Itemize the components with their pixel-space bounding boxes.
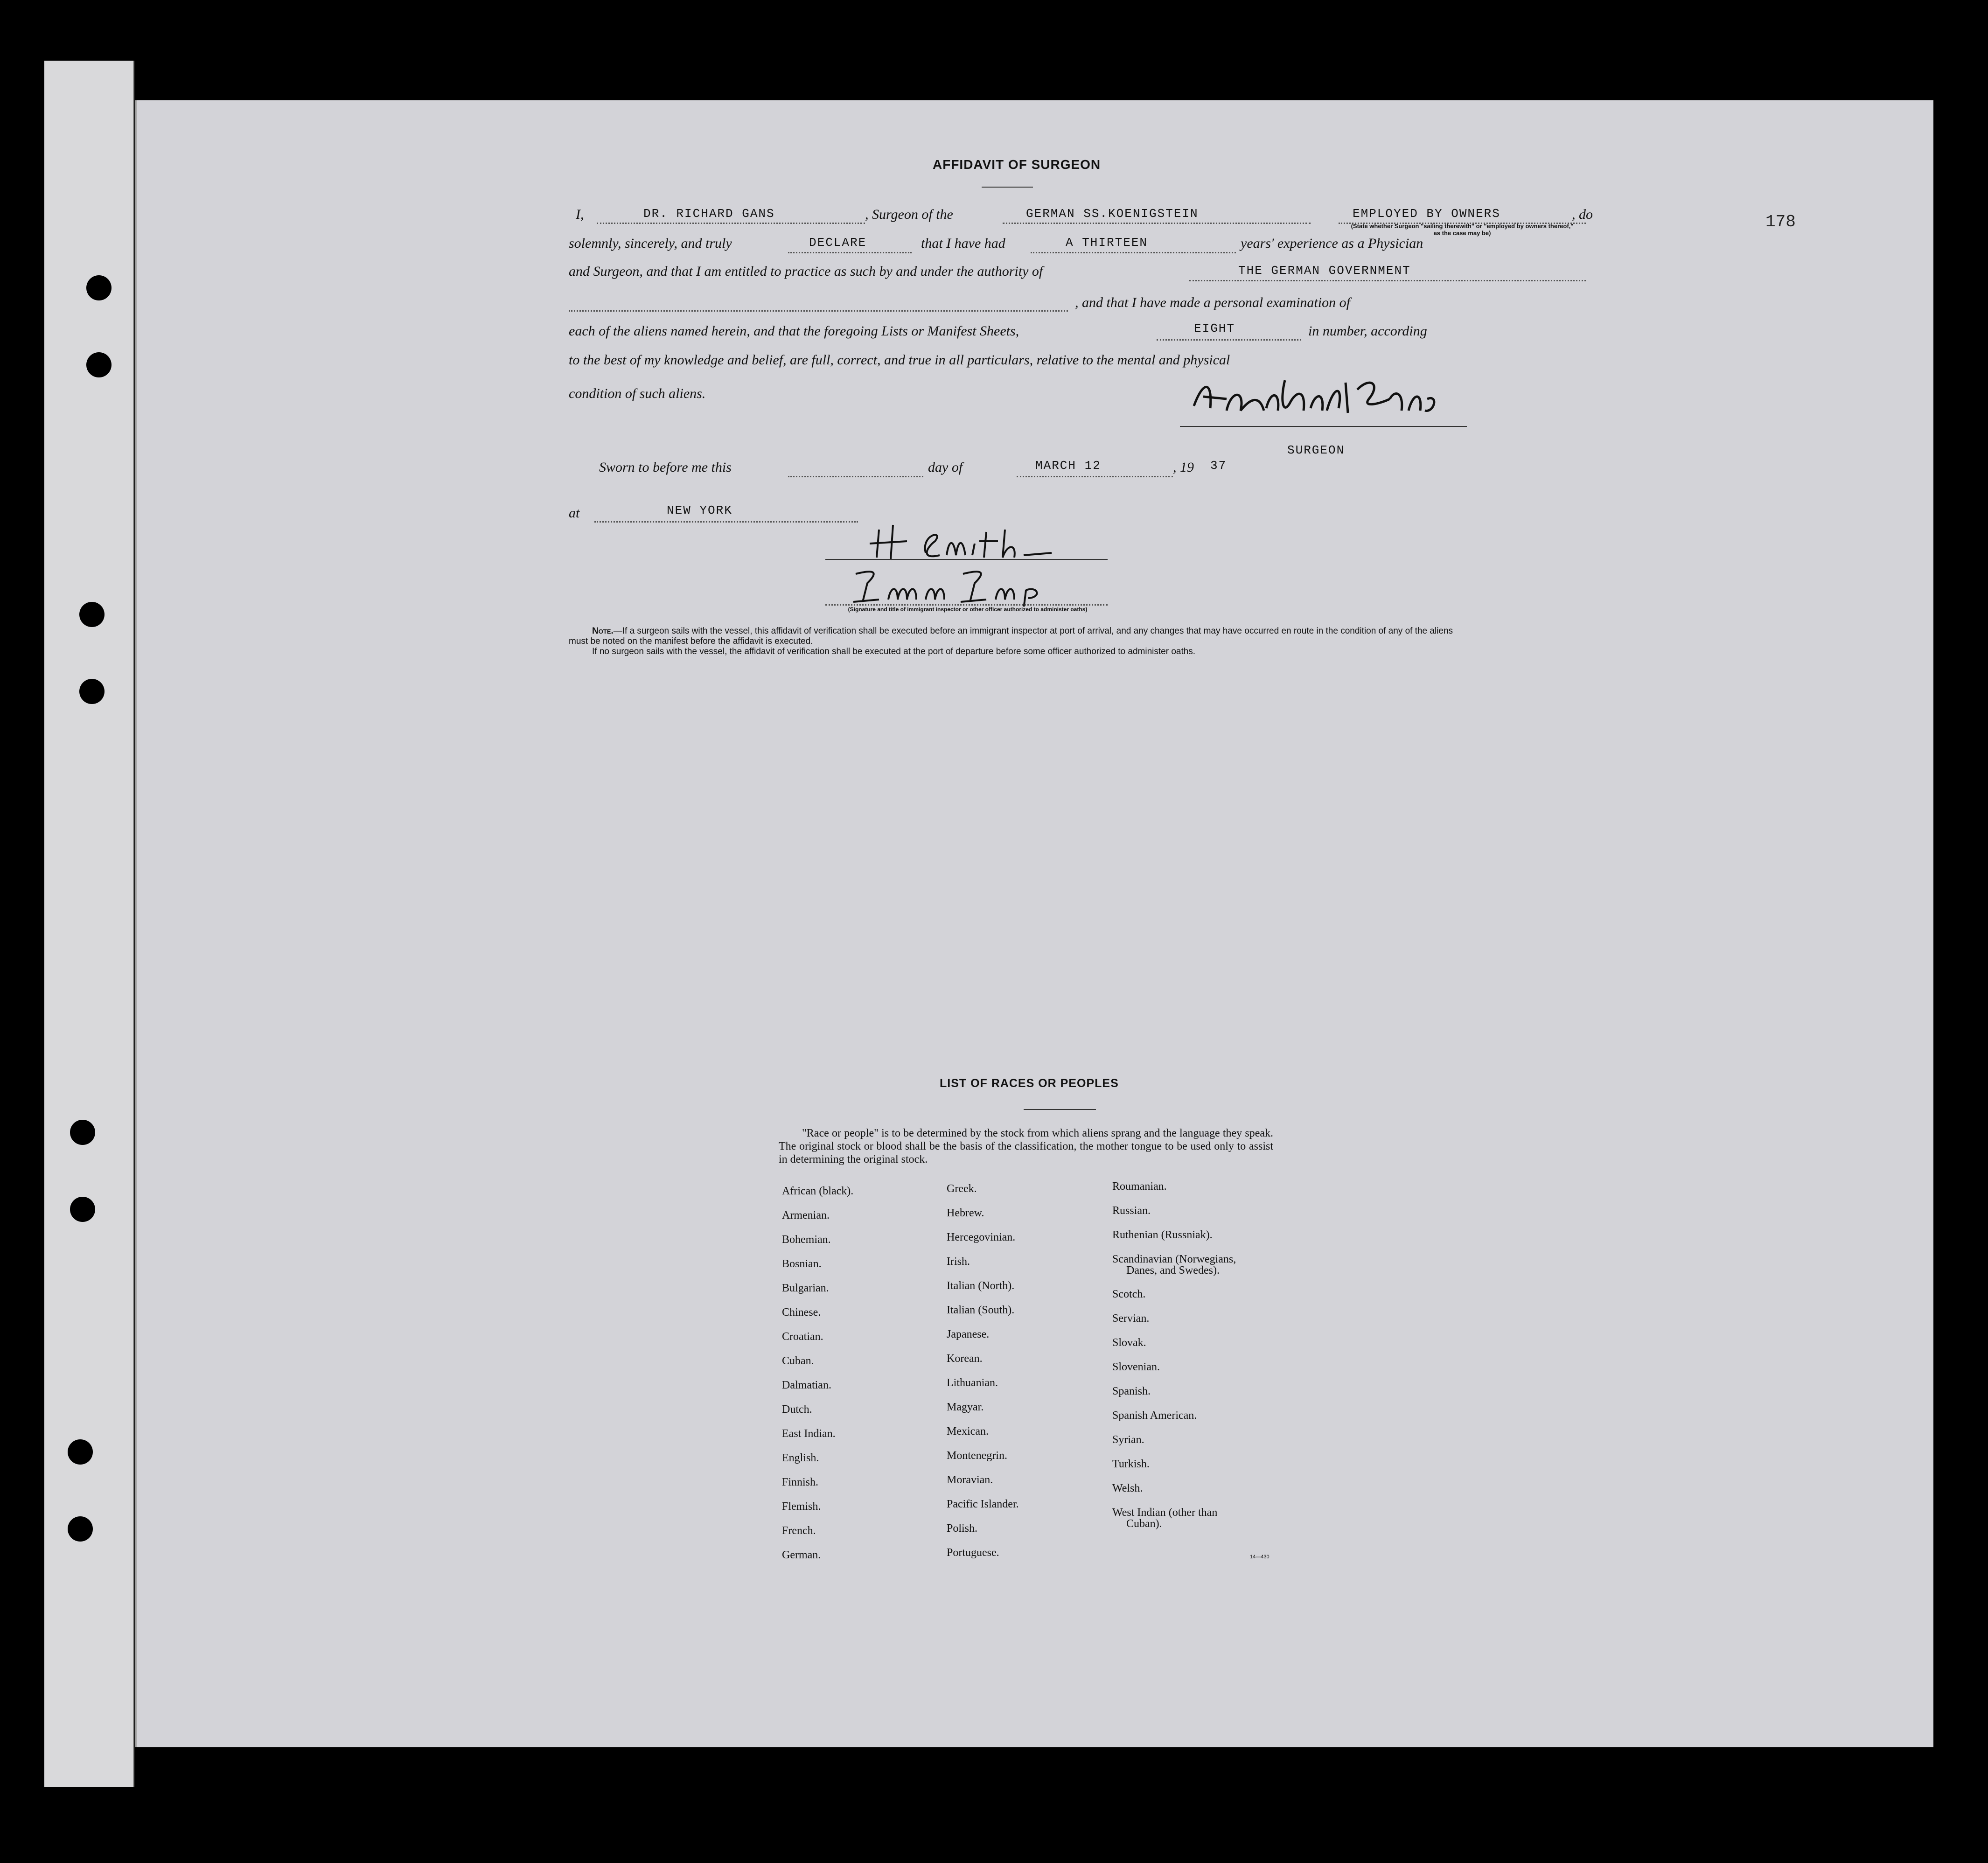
race-item: German. xyxy=(782,1549,821,1561)
document-sheet xyxy=(135,100,1933,1747)
years-field: A THIRTEEN xyxy=(1066,236,1148,250)
text-day-of: day of xyxy=(928,460,963,475)
authority-line-2 xyxy=(569,310,1068,312)
race-item: Hebrew. xyxy=(947,1207,984,1219)
punch-hole xyxy=(68,1516,93,1542)
sheets-line xyxy=(1157,339,1301,341)
inspector-signature xyxy=(865,520,1070,562)
race-item: Welsh. xyxy=(1112,1482,1143,1494)
inspector-caption: (Signature and title of immigrant inspector or other officer authorized to administer oaths) xyxy=(848,606,1088,613)
race-item: Servian. xyxy=(1112,1312,1150,1325)
text-i: I, xyxy=(576,207,584,222)
race-item: East Indian. xyxy=(782,1428,836,1440)
note-text-2: If no surgeon sails with the vessel, the affidavit of verification shall be executed at the port of departure before some officer authorized to administer oaths. xyxy=(592,647,1196,656)
race-item: Chinese. xyxy=(782,1306,821,1319)
race-item: Moravian. xyxy=(947,1474,993,1486)
punch-hole xyxy=(70,1197,95,1222)
surgeon-label: SURGEON xyxy=(1287,443,1345,457)
sworn-place-field: NEW YORK xyxy=(667,503,732,517)
punch-hole xyxy=(70,1120,95,1145)
race-item: West Indian (other than xyxy=(1112,1507,1218,1519)
race-item: Montenegrin. xyxy=(947,1450,1007,1462)
surgeon-signature xyxy=(1185,371,1446,427)
inspector-title-line xyxy=(825,604,1108,606)
race-item: Roumanian. xyxy=(1112,1180,1167,1193)
text-condition: condition of such aliens. xyxy=(569,386,706,401)
punch-hole xyxy=(79,602,105,627)
binder-strip xyxy=(44,61,134,1787)
race-item: Japanese. xyxy=(947,1328,990,1340)
surgeon-signature-line xyxy=(1180,426,1467,427)
race-item: Croatian. xyxy=(782,1331,823,1343)
race-item: Cuban). xyxy=(1126,1518,1162,1530)
employment-note: (State whether Surgeon "sailing therewith" or "employed by owners thereof," as the case may be) xyxy=(1351,223,1574,237)
race-item: Portuguese. xyxy=(947,1547,999,1559)
race-item: Pacific Islander. xyxy=(947,1498,1019,1510)
punch-hole xyxy=(68,1439,93,1465)
sworn-date-field: MARCH 12 xyxy=(1035,459,1101,473)
race-item: Polish. xyxy=(947,1522,978,1535)
race-item: Lithuanian. xyxy=(947,1377,998,1389)
race-item: Danes, and Swedes). xyxy=(1126,1264,1220,1277)
vessel-field: GERMAN SS.KOENIGSTEIN xyxy=(1026,207,1199,221)
text-sworn: Sworn to before me this xyxy=(599,460,732,475)
race-item: Bosnian. xyxy=(782,1258,822,1270)
declare-line xyxy=(788,252,912,253)
declare-field: DECLARE xyxy=(809,236,867,250)
races-title: LIST OF RACES OR PEOPLES xyxy=(940,1077,1119,1090)
race-item: Ruthenian (Russniak). xyxy=(1112,1229,1213,1241)
race-item: Turkish. xyxy=(1112,1458,1150,1470)
race-item: Dutch. xyxy=(782,1403,812,1416)
surgeon-name-line xyxy=(597,223,865,224)
text-year-prefix: , 19 xyxy=(1173,460,1194,475)
race-item: Flemish. xyxy=(782,1500,821,1513)
races-title-underline xyxy=(1024,1109,1096,1110)
text-solemnly: solemnly, sincerely, and truly xyxy=(569,236,732,251)
affidavit-title: AFFIDAVIT OF SURGEON xyxy=(933,157,1101,172)
punch-hole xyxy=(79,679,105,704)
race-item: Mexican. xyxy=(947,1425,989,1437)
race-item: Russian. xyxy=(1112,1205,1151,1217)
page-number: 178 xyxy=(1765,212,1796,231)
race-item: Cuban. xyxy=(782,1355,814,1367)
sworn-year-field: 37 xyxy=(1210,459,1227,473)
text-that-had: that I have had xyxy=(921,236,1005,251)
race-item: Slovenian. xyxy=(1112,1361,1160,1373)
race-item: French. xyxy=(782,1525,816,1537)
race-item: Korean. xyxy=(947,1353,983,1365)
race-item: Magyar. xyxy=(947,1401,984,1413)
text-and-surgeon: and Surgeon, and that I am entitled to practice as such by and under the authority of xyxy=(569,264,1043,279)
inspector-signature-line xyxy=(825,559,1108,560)
form-number: 14—430 xyxy=(1250,1554,1270,1560)
punch-hole xyxy=(86,275,112,300)
text-each-alien: each of the aliens named herein, and that the foregoing Lists or Manifest Sheets, xyxy=(569,323,1019,339)
authority-field: THE GERMAN GOVERNMENT xyxy=(1238,264,1411,278)
race-item: Greek. xyxy=(947,1183,977,1195)
races-intro: "Race or people" is to be determined by the stock from which aliens sprang and the language they speak. The original stock or blood shall be the basis of the classification, the mother tongue to be used only to assist in determining the original stock. xyxy=(779,1127,1273,1165)
text-do: , do xyxy=(1572,207,1593,222)
punch-hole xyxy=(86,352,112,377)
years-line xyxy=(1031,252,1236,253)
race-item: African (black). xyxy=(782,1185,854,1197)
race-item: Slovak. xyxy=(1112,1337,1146,1349)
text-examination: , and that I have made a personal examination of xyxy=(1075,295,1350,310)
employment-field: EMPLOYED BY OWNERS xyxy=(1353,207,1500,221)
text-in-number: in number, according xyxy=(1308,323,1427,339)
race-item: Spanish American. xyxy=(1112,1409,1197,1422)
authority-line xyxy=(1189,280,1586,281)
text-at: at xyxy=(569,505,580,521)
race-item: Spanish. xyxy=(1112,1385,1151,1397)
race-item: Hercegovinian. xyxy=(947,1231,1016,1243)
race-item: Irish. xyxy=(947,1256,970,1268)
text-best-knowledge: to the best of my knowledge and belief, are full, correct, and true in all particulars, relative to the mental and physical xyxy=(569,352,1230,368)
race-item: Finnish. xyxy=(782,1476,819,1488)
note-text-1: —If a surgeon sails with the vessel, this affidavit of verification shall be executed before an immigrant inspector at port of arrival, and any changes that may have occurred en route in the condition of any of the aliens must be noted on the manifest before the affidavit is executed. xyxy=(569,626,1453,646)
sworn-date-line xyxy=(1017,476,1173,477)
race-item: Bulgarian. xyxy=(782,1282,829,1294)
affidavit-note xyxy=(569,626,1465,657)
race-item: Italian (North). xyxy=(947,1280,1015,1292)
race-item: Italian (South). xyxy=(947,1304,1015,1316)
sworn-day-line xyxy=(788,476,923,477)
inspector-title-handwriting xyxy=(846,565,1066,607)
race-item: Armenian. xyxy=(782,1209,830,1221)
surgeon-name-field: DR. RICHARD GANS xyxy=(643,207,775,221)
race-item: Scandinavian (Norwegians, xyxy=(1112,1253,1236,1265)
title-underline xyxy=(982,187,1033,188)
race-item: English. xyxy=(782,1452,819,1464)
text-years-experience: years' experience as a Physician xyxy=(1241,236,1423,251)
vessel-line xyxy=(1003,223,1311,224)
race-item: Bohemian. xyxy=(782,1234,831,1246)
note-label: Note. xyxy=(592,626,614,636)
race-item: Syrian. xyxy=(1112,1434,1144,1446)
sheets-field: EIGHT xyxy=(1194,321,1235,335)
sworn-place-line xyxy=(594,521,858,523)
race-item: Dalmatian. xyxy=(782,1379,831,1391)
text-surgeon-of: , Surgeon of the xyxy=(865,207,953,222)
race-item: Scotch. xyxy=(1112,1288,1146,1300)
